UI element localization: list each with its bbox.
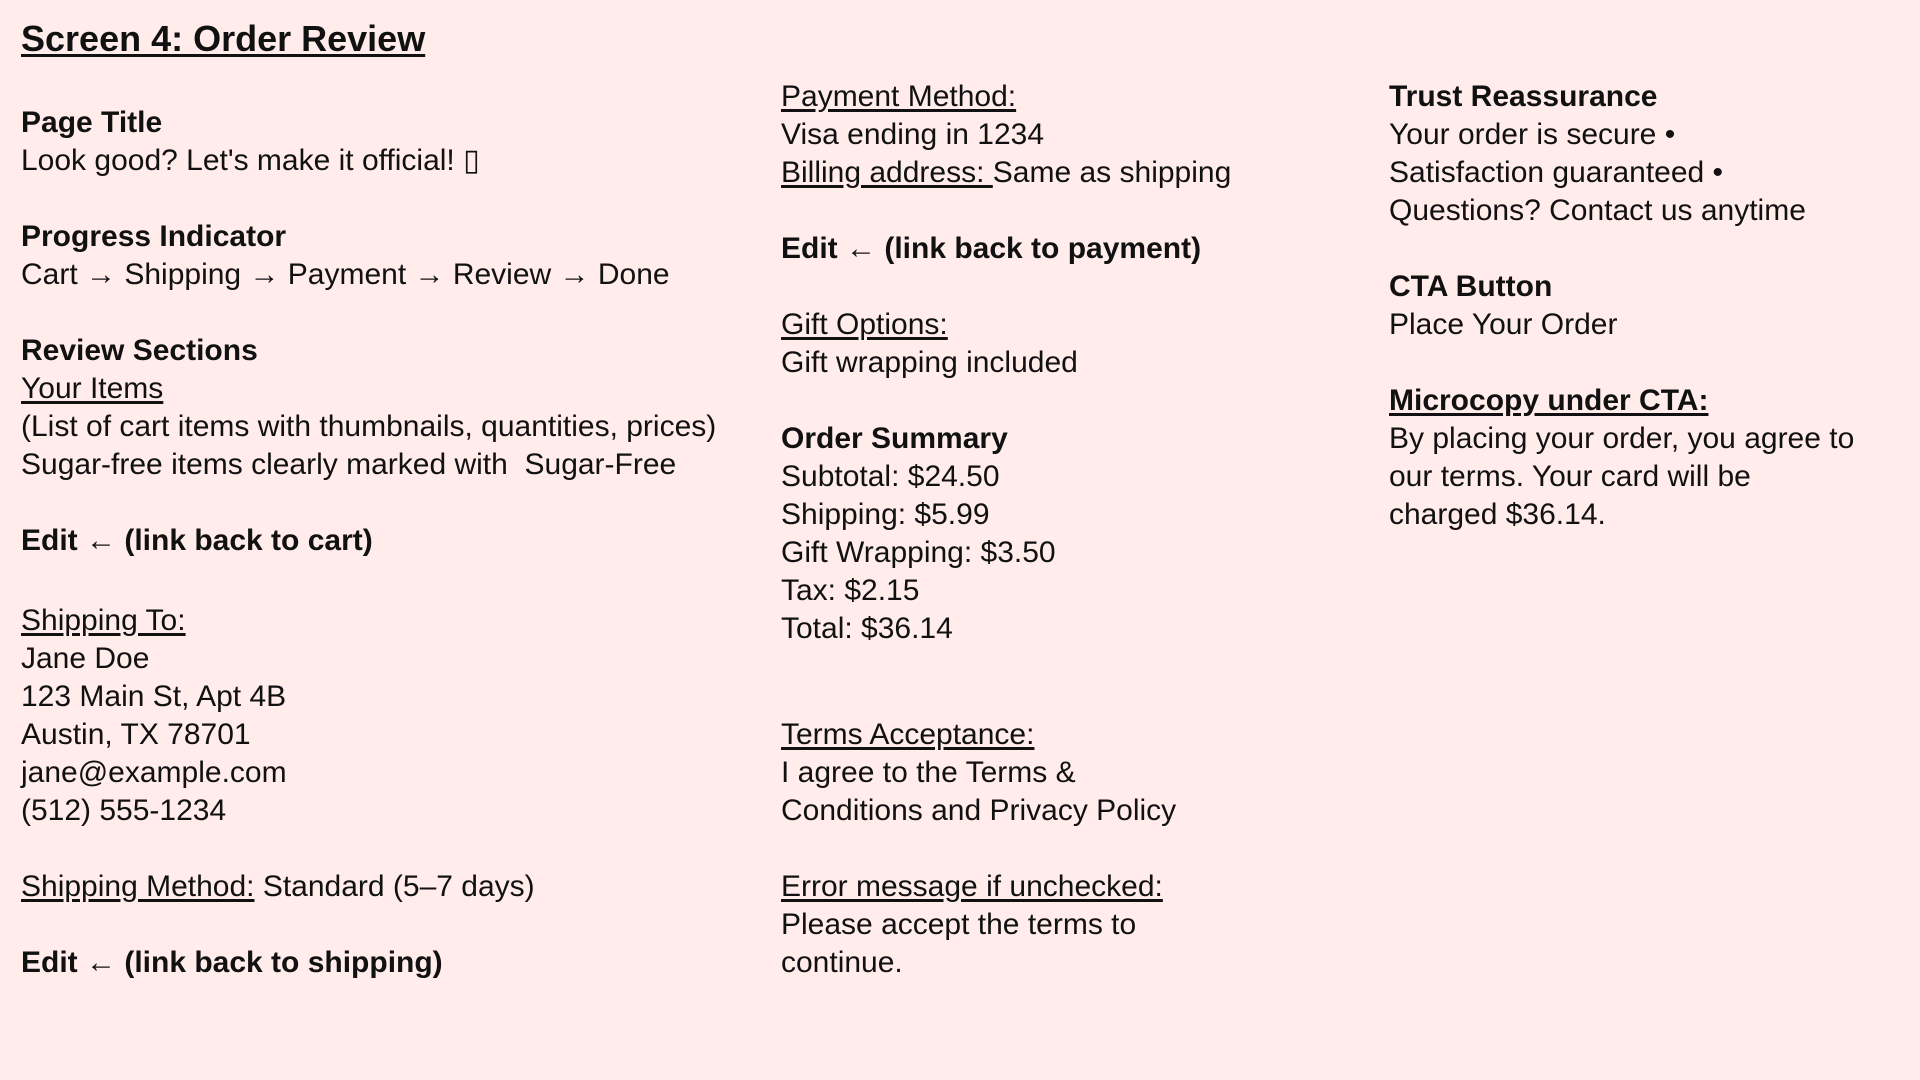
edit-shipping-link[interactable]: Edit ← (link back to shipping) [21, 946, 443, 979]
billing-address-value: Same as shipping [992, 156, 1232, 189]
trust-reassurance-text: Your order is secure • Satisfaction guaranteed • Questions? Contact us anytime [1389, 118, 1806, 227]
edit-payment-link[interactable]: Edit ← (link back to payment) [781, 232, 1202, 265]
progress-indicator-heading: Progress Indicator [21, 220, 287, 253]
microcopy-text: By placing your order, you agree to our terms. Your card will be charged $36.14. [1389, 422, 1855, 531]
shipping-to-label: Shipping To: [21, 604, 186, 637]
screen-title: Screen 4: Order Review [21, 18, 426, 59]
microcopy-heading: Microcopy under CTA: [1389, 384, 1709, 417]
shipping-email: jane@example.com [21, 756, 287, 789]
payment-card: Visa ending in 1234 [781, 118, 1044, 151]
error-message-label: Error message if unchecked: [781, 870, 1163, 903]
your-items-description: (List of cart items with thumbnails, quantities, prices) [21, 410, 717, 443]
shipping-method-value: Standard (5–7 days) [254, 870, 535, 903]
cta-button-text: Place Your Order [1389, 308, 1618, 341]
trust-reassurance-heading: Trust Reassurance [1389, 80, 1658, 113]
shipping-street: 123 Main St, Apt 4B [21, 680, 287, 713]
summary-subtotal: Subtotal: $24.50 [781, 460, 1000, 493]
billing-address [781, 154, 1361, 192]
summary-total: Total: $36.14 [781, 612, 953, 645]
page-title-heading: Page Title [21, 106, 163, 139]
shipping-phone: (512) 555-1234 [21, 794, 227, 827]
order-summary-heading: Order Summary [781, 422, 1008, 455]
summary-shipping: Shipping: $5.99 [781, 498, 990, 531]
payment-method-label: Payment Method: [781, 80, 1017, 113]
review-sections-heading: Review Sections [21, 334, 258, 367]
summary-tax: Tax: $2.15 [781, 574, 920, 607]
billing-address-label: Billing address: [781, 156, 993, 189]
shipping-name: Jane Doe [21, 642, 150, 675]
summary-gift-wrapping: Gift Wrapping: $3.50 [781, 536, 1056, 569]
gift-options-label: Gift Options: [781, 308, 948, 341]
gift-options-value: Gift wrapping included [781, 346, 1078, 379]
terms-acceptance-label: Terms Acceptance: [781, 718, 1035, 751]
page-title-text: Look good? Let's make it official! ▯ [21, 144, 480, 177]
edit-cart-link[interactable]: Edit ← (link back to cart) [21, 524, 373, 557]
terms-acceptance-text: I agree to the Terms & Conditions and Privacy Policy [781, 756, 1177, 827]
error-message-text: Please accept the terms to continue. [781, 908, 1137, 979]
cta-button-heading: CTA Button [1389, 270, 1553, 303]
middle-column [781, 78, 1361, 982]
progress-indicator-text: Cart → Shipping → Payment → Review → Done [21, 258, 670, 291]
shipping-method-label: Shipping Method: [21, 870, 255, 903]
shipping-city: Austin, TX 78701 [21, 718, 251, 751]
sugar-free-note: Sugar-free items clearly marked with Sugar-Free [21, 448, 677, 481]
your-items-label: Your Items [21, 372, 164, 405]
shipping-method [21, 868, 761, 906]
left-column [21, 104, 761, 982]
right-column [1389, 78, 1889, 534]
